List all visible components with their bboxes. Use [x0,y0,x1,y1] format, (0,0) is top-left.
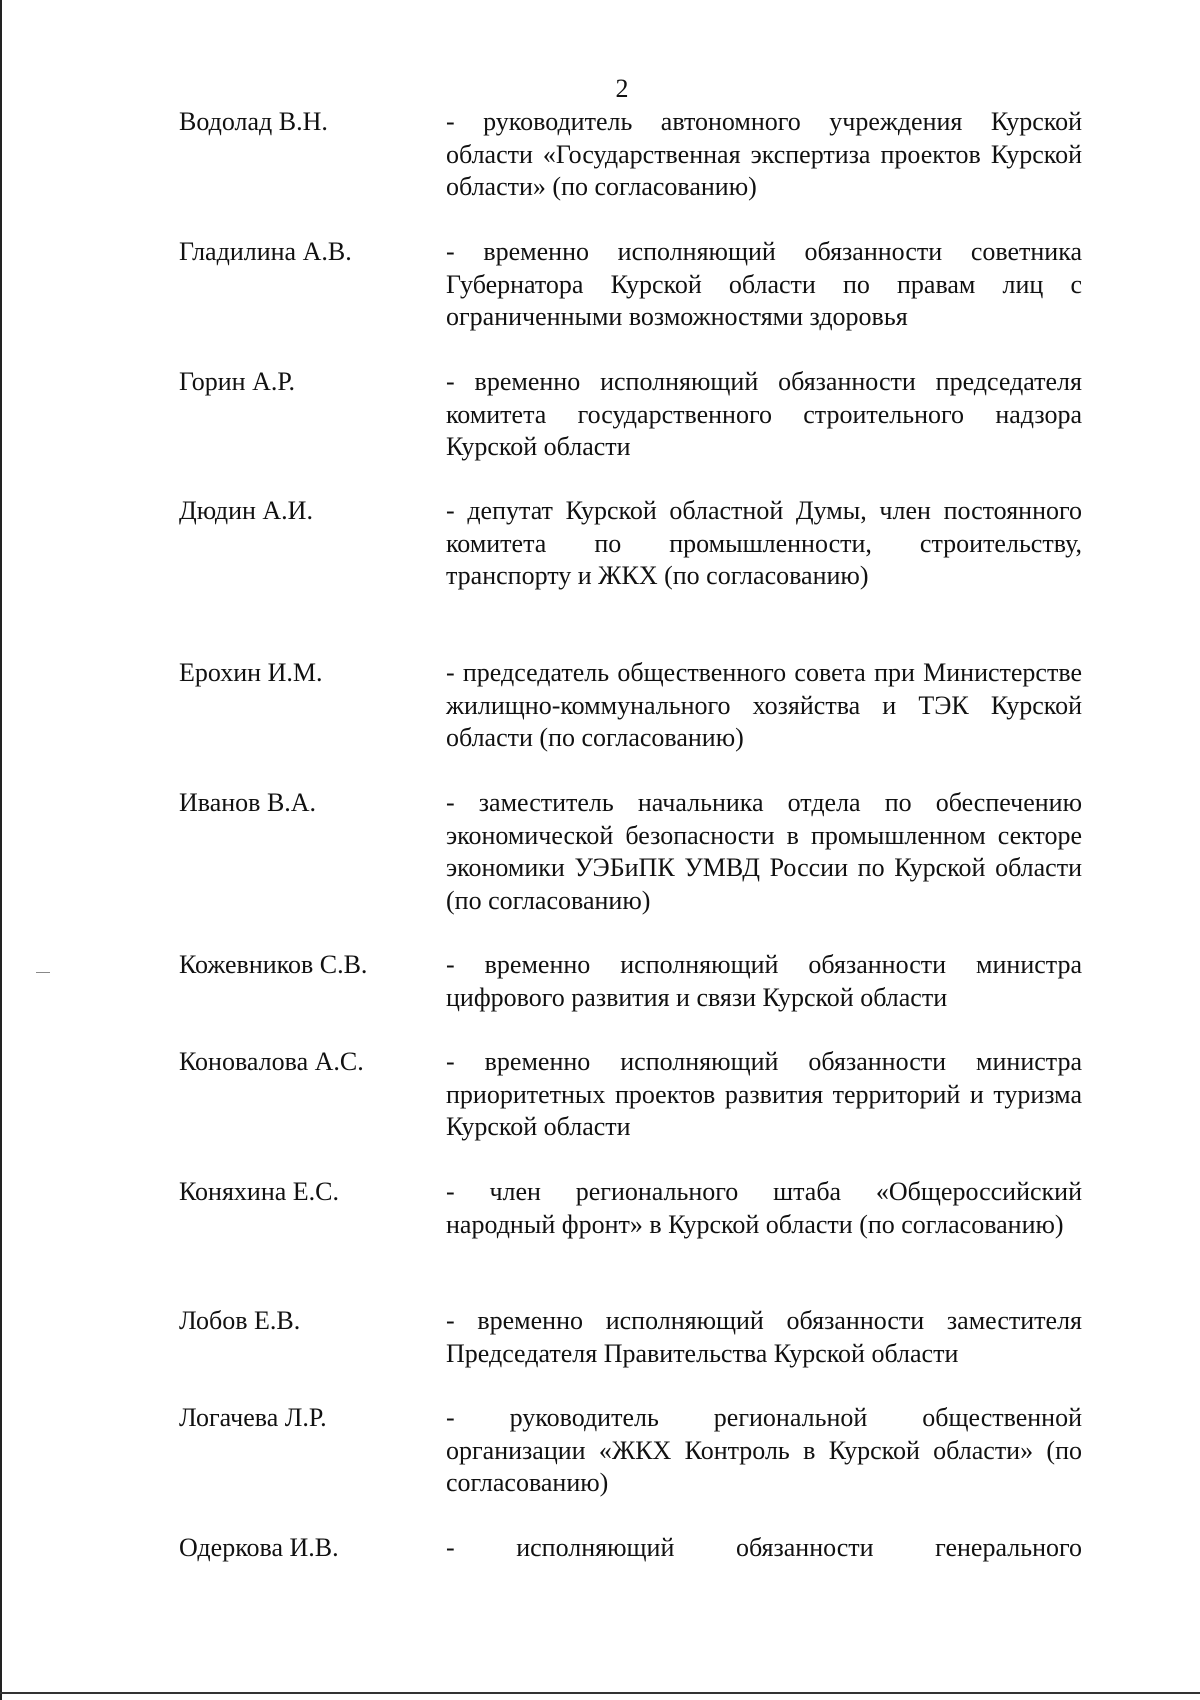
member-name: Дюдин А.И. [179,496,313,525]
scan-bottom-edge [0,1692,1200,1694]
member-name: Горин А.Р. [179,367,296,396]
member-position: - председатель общественного совета при Министерстве жилищно-коммунального хозяйства и ТЭК Курской области (по согласованию) [446,658,1082,752]
member-position: - член регионального штаба «Общероссийский народный фронт» в Курской области (по согласованию) [446,1177,1082,1239]
scan-mark [36,972,50,973]
member-name: Иванов В.А. [179,788,317,817]
member-name: Одеркова И.В. [179,1533,339,1562]
member-position: - временно исполняющий обязанности заместителя Председателя Правительства Курской области [446,1306,1082,1368]
member-name: Кожевников С.В. [179,950,368,979]
member-name: Гладилина А.В. [179,237,352,266]
member-position: - депутат Курской областной Думы, член постоянного комитета по промышленности, строительству, транспорту и ЖКХ (по согласованию) [446,496,1082,590]
member-position: - заместитель начальника отдела по обеспечению экономической безопасности в промышленном секторе экономики УЭБиПК УМВД России по Курской области (по согласованию) [446,788,1082,915]
member-name: Логачева Л.Р. [179,1403,327,1432]
member-position: - руководитель региональной общественной организации «ЖКХ Контроль в Курской области» (по согласованию) [446,1403,1082,1497]
member-name: Коновалова А.С. [179,1047,364,1076]
member-position: - временно исполняющий обязанности министра приоритетных проектов развития территорий и туризма Курской области [446,1047,1082,1141]
page-number: 2 [615,74,629,103]
member-position: - исполняющий обязанности генерального [446,1533,1082,1562]
member-position: - руководитель автономного учреждения Курской области «Государственная экспертиза проектов Курской области» (по согласованию) [446,107,1082,201]
member-name: Лобов Е.В. [179,1306,301,1335]
member-position: - временно исполняющий обязанности советника Губернатора Курской области по правам лиц с ограниченными возможностями здоровья [446,237,1082,331]
member-position: - временно исполняющий обязанности министра цифрового развития и связи Курской области [446,950,1082,1012]
member-name: Ерохин И.М. [179,658,323,687]
member-name: Коняхина Е.С. [179,1177,340,1206]
member-position: - временно исполняющий обязанности председателя комитета государственного строительного надзора Курской области [446,367,1082,461]
scan-left-edge [0,0,2,1700]
member-name: Водолад В.Н. [179,107,328,136]
